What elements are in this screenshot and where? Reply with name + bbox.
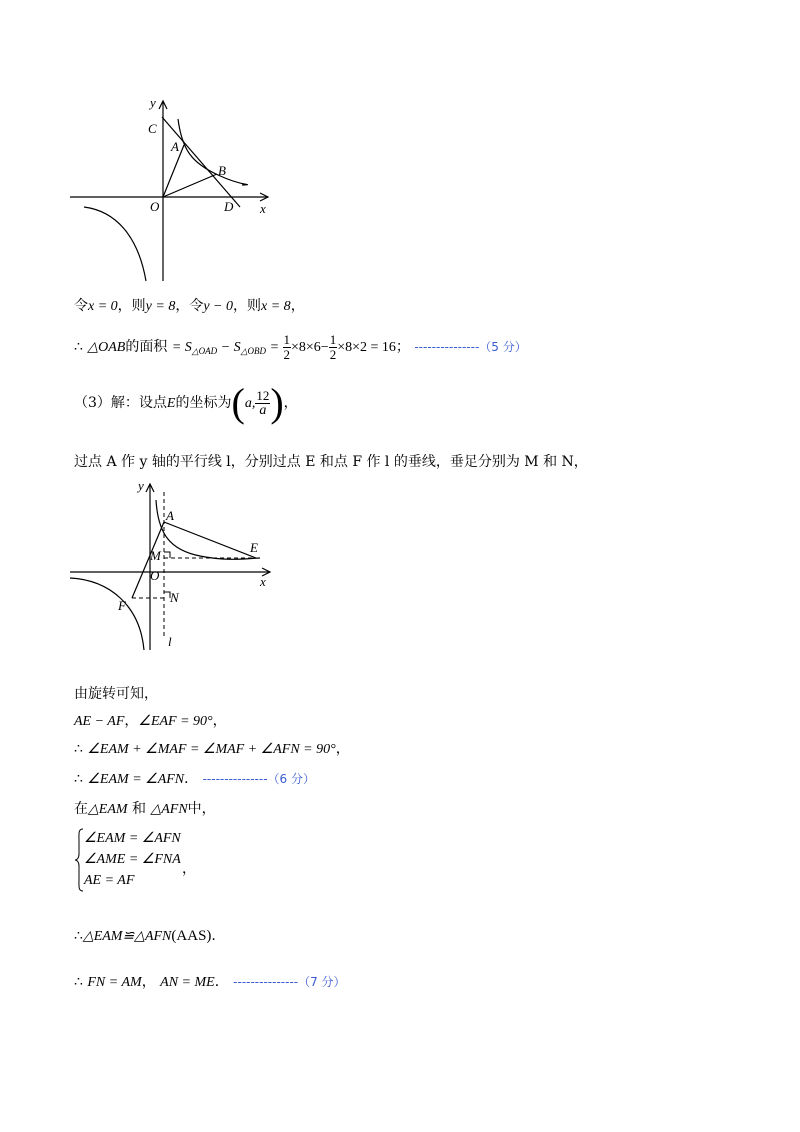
math: ∠EAF = 90° [138,714,213,729]
label-c: C [148,121,157,136]
label-x: x [260,201,266,216]
math: ∠EAM + ∠MAF = ∠MAF + ∠AFN = 90° [87,742,336,757]
therefore-symbol: ∴ [74,928,83,944]
math: AE − AF [74,714,125,729]
label-b: B [218,163,226,178]
math: △OAB [87,340,126,355]
therefore-symbol: ∴ [74,974,83,990]
paren: ( [231,380,245,425]
math: AN = ME [160,975,215,990]
line-cd [162,117,240,207]
subscript: △OBD [240,346,267,356]
text: ， [283,395,298,411]
label-e: E [250,540,258,555]
label-f: F [118,598,126,613]
label-n: N [170,590,179,605]
math: y = 8 [145,299,176,314]
line-6 [74,711,227,732]
math: △EAM [88,802,128,817]
hyperbola-lower-branch [84,207,146,281]
subscript: △OAD [191,346,218,356]
math: △EAM≌△AFN [82,929,172,944]
text: 在 [74,801,88,817]
math: ×8×2 = 16 [337,340,396,355]
label-l: l [168,634,172,649]
line-8 [74,769,315,790]
label-y: y [138,478,144,493]
paren: ) [270,380,284,425]
text: ． [214,974,229,990]
label-x: x [260,574,266,589]
line-11 [74,972,346,993]
math: = S [171,340,192,355]
system-rows [84,828,181,891]
math: = [266,340,283,355]
text: （3）解：设点 [74,395,167,411]
text: 的面积 [125,339,168,355]
score-note: ---------------（7 分） [233,975,346,989]
math: a, [244,396,256,411]
text: ． [184,771,199,787]
line-2-area [74,328,527,370]
line-3 [74,382,298,425]
math: E [166,396,176,411]
therefore-symbol: ∴ [74,339,83,355]
label-a: A [166,508,174,523]
text: 令 [74,298,88,314]
math: − S [217,340,241,355]
math: y − 0 [203,299,234,314]
text: . [211,928,216,944]
math: ∠EAM = ∠AFN [87,772,185,787]
system-row: ∠AME = ∠FNA [84,852,181,867]
right-angle-m [164,552,170,558]
line-5: 由旋转可知， [74,686,158,702]
line-1 [74,296,305,317]
line-9 [74,799,216,820]
fraction: $\frac{12}{a}$ [256,387,270,418]
line-4: 过点 A 作 y 轴的平行线 l，分别过点 E 和点 F 作 l 的垂线，垂足分别为 M 和 N， [74,454,588,470]
score-note: ---------------（5 分） [414,340,527,354]
figure-2-graph [70,478,280,653]
math: △AFN [150,802,188,817]
text: ， [290,298,305,314]
text: ， [124,713,139,729]
text: 的坐标为 [175,395,232,411]
fraction: $\frac{1}{2}$ [329,331,337,362]
text: 中， [187,801,216,817]
text: ， [212,713,227,729]
math: x = 0 [88,299,118,314]
line-10 [74,918,216,955]
therefore-symbol: ∴ [74,741,83,757]
left-brace [74,828,84,892]
system-row: ∠EAM = ∠AFN [84,831,181,846]
hyperbola-lower-branch [70,578,144,650]
text: ； [395,339,410,355]
label-o: O [150,568,160,583]
math: FN = AM [87,975,142,990]
segment-ae [164,522,256,558]
label-o: O [150,199,160,214]
text: ， [141,974,156,990]
fraction: $\frac{1}{2}$ [283,331,291,362]
system-end: ， [182,861,196,877]
text: 和 [132,801,146,817]
line-7 [74,739,350,760]
label-d: D [224,199,234,214]
therefore-symbol: ∴ [74,771,83,787]
text: ，令 [175,298,204,314]
label-m: M [150,548,161,563]
math: x = 8 [261,299,291,314]
figure-1-graph [70,95,280,285]
text: (AAS) [171,928,212,944]
text: ， [335,741,350,757]
score-note: ---------------（6 分） [202,772,315,786]
text: ，则 [117,298,146,314]
math: ×8×6− [291,340,329,355]
label-a: A [171,139,179,154]
system-row: AE = AF [84,873,135,888]
text: ，则 [233,298,262,314]
label-y: y [150,95,156,110]
